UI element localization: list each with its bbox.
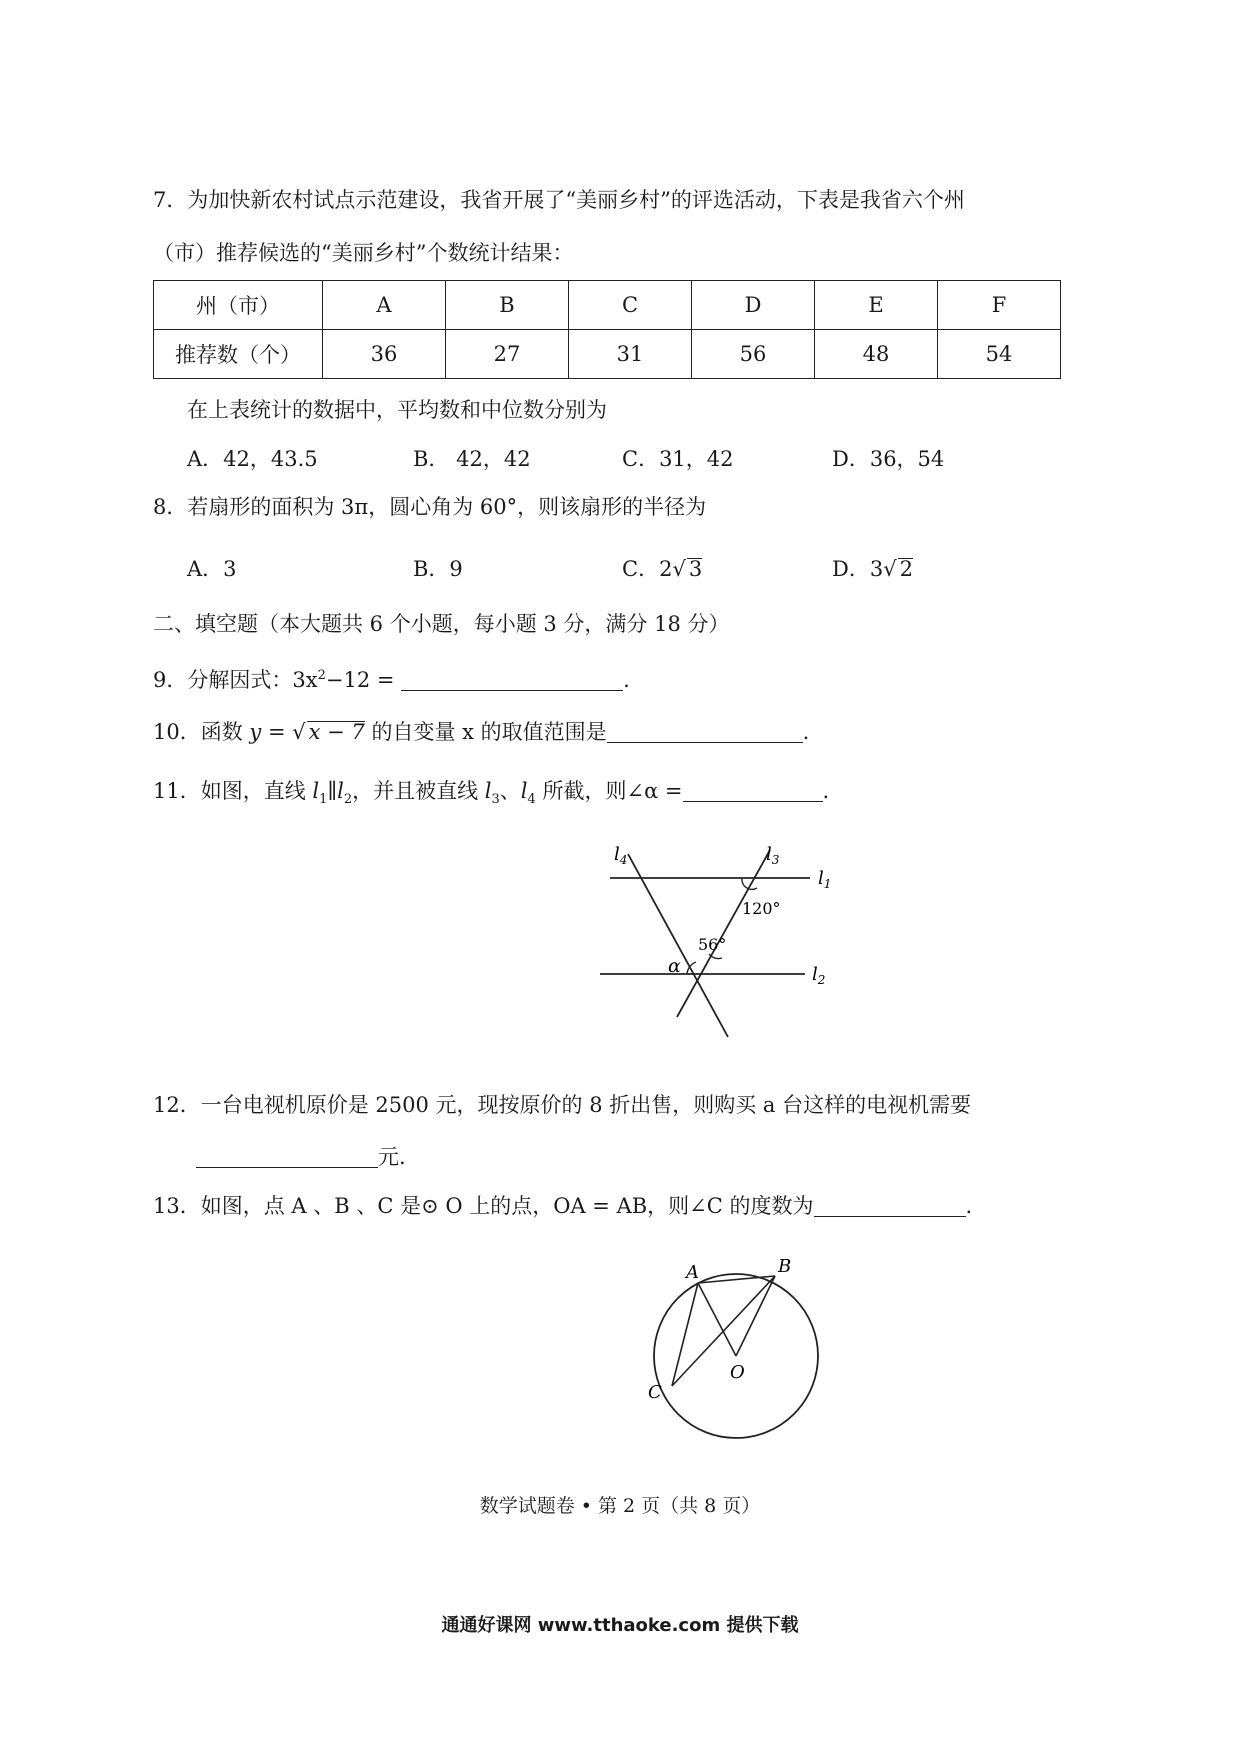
segment-ob	[736, 1276, 775, 1356]
table-row	[154, 330, 1061, 379]
q9-end: .	[623, 668, 630, 692]
q7-text-line1: 7．为加快新农村试点示范建设，我省开展了“美丽乡村”的评选活动，下表是我省六个州	[153, 188, 965, 212]
radical-sign: √	[672, 557, 686, 581]
table-cell: 36	[323, 330, 446, 379]
angle-label-alpha: α	[668, 955, 681, 977]
q9-exponent: 2	[317, 668, 326, 683]
q7-question: 在上表统计的数据中，平均数和中位数分别为	[187, 398, 607, 422]
table-header-cell: 推荐数（个）	[154, 330, 323, 379]
label-l3: $l_3$	[766, 844, 780, 867]
q11-text-c: 所截，则∠α =	[535, 779, 683, 803]
q8-option-a: A．3	[187, 557, 237, 581]
q7-option-a: A．42，43.5	[187, 447, 318, 471]
q13-end: .	[965, 1194, 973, 1218]
q10-radicand: x − 7	[308, 720, 365, 744]
q8-option-c-radicand: 3	[688, 557, 703, 581]
table-cell: C	[569, 281, 692, 330]
q12-text: 12．一台电视机原价是 2500 元，现按原价的 8 折出售，则购买 a 台这样的电视机需要	[153, 1093, 972, 1117]
q7-text-line2: （市）推荐候选的“美丽乡村”个数统计结果：	[153, 241, 574, 265]
q10-line	[153, 719, 809, 745]
q11-l1: l	[312, 779, 320, 803]
q9-suffix: −12 =	[325, 668, 395, 692]
q12-answer-line	[196, 1144, 406, 1170]
q8-option-c-prefix: C．2	[622, 557, 673, 581]
q12-unit: 元.	[378, 1145, 406, 1169]
q10-y: y	[249, 720, 262, 744]
table-header-cell: 州（市）	[154, 281, 323, 330]
q11-text-b: ，并且被直线	[352, 779, 485, 803]
table-cell: B	[446, 281, 569, 330]
table-cell: A	[323, 281, 446, 330]
line-l3	[677, 850, 770, 1017]
label-l2: $l_2$	[812, 964, 826, 987]
angle-label-56: 56°	[698, 935, 727, 954]
table-cell: F	[938, 281, 1061, 330]
point-label-a: A	[686, 1262, 699, 1283]
q10-suffix: 的自变量 x 的取值范围是	[364, 720, 607, 744]
q8-option-d	[832, 556, 913, 582]
q7-option-c: C．31，42	[622, 447, 734, 471]
section-heading: 二、填空题（本大题共 6 个小题，每小题 3 分，满分 18 分）	[153, 612, 730, 636]
answer-blank[interactable]	[401, 670, 623, 691]
q7-option-d: D．36，54	[832, 447, 945, 471]
table-row	[154, 281, 1061, 330]
q11-l2: l	[337, 779, 344, 803]
q7-option-b: B． 42，42	[413, 447, 531, 471]
q11-line	[153, 778, 829, 813]
q8-option-d-prefix: D．3	[832, 557, 884, 581]
q13-line	[153, 1193, 972, 1219]
angle-label-120: 120°	[742, 899, 781, 918]
radical-sign: √	[292, 720, 306, 744]
table-cell: 27	[446, 330, 569, 379]
parallel-lines-figure	[590, 842, 850, 1042]
table-cell: 54	[938, 330, 1061, 379]
answer-blank[interactable]	[607, 722, 803, 743]
label-l4: $l_4$	[614, 844, 628, 867]
q8-option-b: B．9	[413, 557, 463, 581]
point-label-o: O	[730, 1362, 745, 1383]
q8-option-d-radicand: 2	[899, 557, 913, 581]
q11-l2-sub: 2	[343, 792, 353, 808]
label-l1: $l_1$	[818, 868, 832, 891]
q11-l1-sub: 1	[319, 792, 328, 808]
q11-l3-sub: 3	[491, 792, 500, 808]
table-cell: 48	[815, 330, 938, 379]
q11-l4-sub: 4	[527, 792, 536, 808]
q9-line	[153, 663, 630, 693]
q8-text: 8．若扇形的面积为 3π，圆心角为 60°，则该扇形的半径为	[153, 495, 707, 519]
q11-l4: l	[520, 779, 528, 803]
page-footer: 数学试题卷 • 第 2 页（共 8 页）	[479, 1495, 761, 1517]
download-source: 通通好课网 www.tthaoke.com 提供下载	[441, 1615, 799, 1636]
circle-figure	[640, 1256, 840, 1446]
q13-text: 13．如图，点 A 、B 、C 是⊙ O 上的点，OA = AB，则∠C 的度数为	[153, 1194, 814, 1218]
q11-parallel: ∥	[327, 779, 338, 803]
q11-sep: 、	[499, 779, 521, 803]
q11-text-a: 11．如图，直线	[153, 779, 313, 803]
q11-l3: l	[484, 779, 492, 803]
answer-blank[interactable]	[196, 1147, 378, 1168]
q11-end: .	[822, 779, 830, 803]
table-cell: D	[692, 281, 815, 330]
table-cell: E	[815, 281, 938, 330]
q8-option-c	[622, 556, 702, 582]
table-cell: 56	[692, 330, 815, 379]
segment-oa	[698, 1283, 736, 1356]
answer-blank[interactable]	[683, 781, 823, 802]
q10-end: .	[802, 720, 810, 744]
table-cell: 31	[569, 330, 692, 379]
q9-prefix: 9．分解因式：3x	[153, 668, 318, 692]
segment-ac	[672, 1283, 698, 1386]
answer-blank[interactable]	[814, 1196, 966, 1217]
statistics-table	[153, 280, 1061, 379]
radical-sign: √	[883, 557, 897, 581]
q10-prefix: 10．函数	[153, 720, 250, 744]
q10-eq: =	[261, 720, 293, 744]
point-label-b: B	[778, 1256, 792, 1277]
point-label-c: C	[648, 1382, 662, 1403]
